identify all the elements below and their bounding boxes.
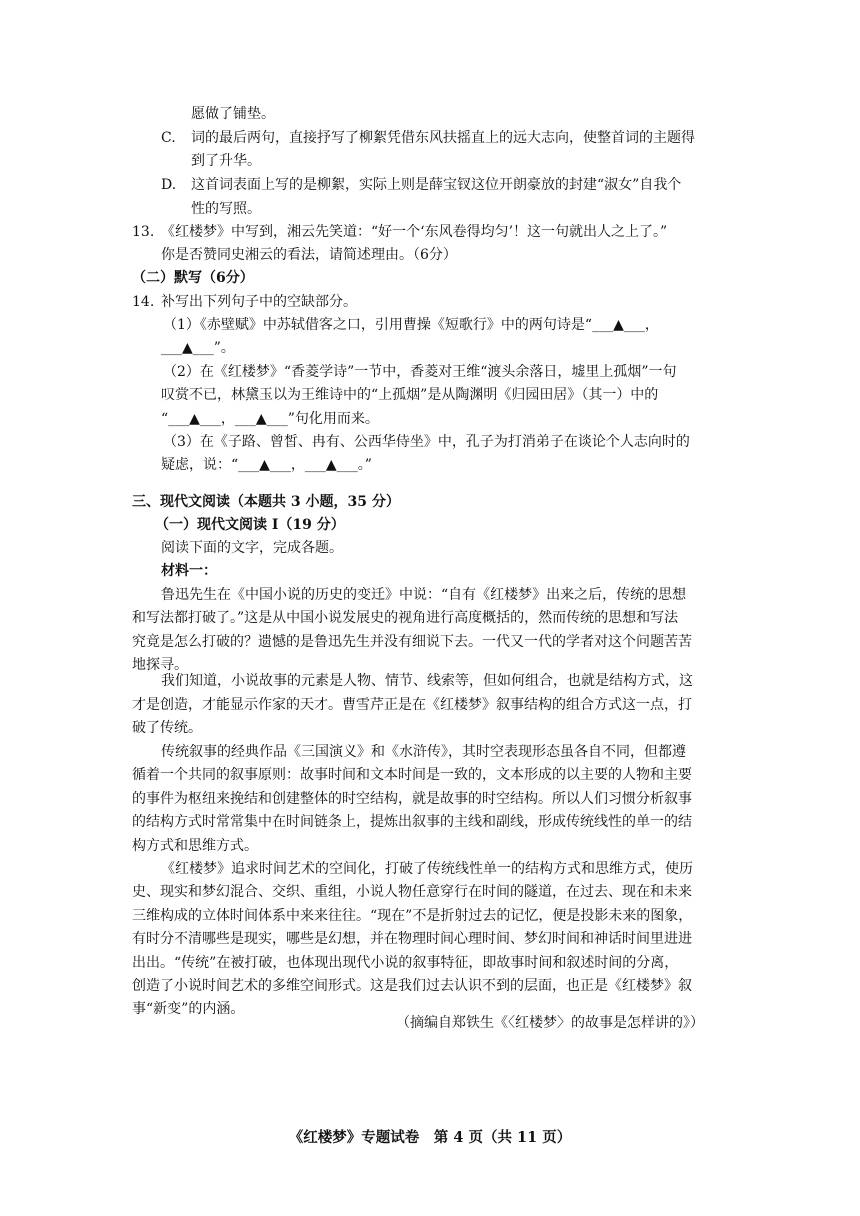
q13-line2: 你是否赞同史湘云的看法，请简述理由。（6分） <box>161 247 457 263</box>
part-3-heading: 三、现代文阅读（本题共 3 小题，35 分） <box>132 494 400 510</box>
para4-line2: 史、现实和梦幻混合、交织、重组，小说人物任意穿行在时间的隧道，在过去、现在和未来 <box>132 884 692 900</box>
option-c-line2: 到了升华。 <box>191 153 261 169</box>
para4-line1: 《红楼梦》追求时间艺术的空间化，打破了传统线性单一的结构方式和思维方式，使历 <box>161 861 693 877</box>
para4-line5: 出出。“传统”在被打破，也体现出现代小说的叙事特征，即故事时间和叙述时间的分离， <box>132 955 679 971</box>
reading-instruction: 阅读下面的文字，完成各题。 <box>161 540 343 556</box>
page-footer: 《红楼梦》专题试卷 第 4 页（共 11 页） <box>288 1129 572 1146</box>
q14-number: 14. <box>132 294 155 310</box>
para3-line2: 循着一个共同的叙事原则：故事时间和文本时间是一致的，文本形成的以主要的人物和主要 <box>132 767 692 783</box>
q14-p2-line3: “___▲___，___▲___”句化用而来。 <box>161 411 379 427</box>
source-citation: （摘编自郑铁生《〈红楼梦〉的故事是怎样讲的》） <box>396 1015 704 1031</box>
option-d-line1: 这首词表面上写的是柳絮，实际上则是薛宝钗这位开朗豪放的封建“淑女”自我个 <box>191 177 682 193</box>
para4-line7: 事“新变”的内涵。 <box>132 1001 245 1017</box>
para1-line4: 地探寻。 <box>132 657 188 673</box>
para4-line3: 三维构成的立体时间体系中来来往往。“现在”不是折射过去的记忆，便是投影未来的图象， <box>132 908 693 924</box>
q14-p3-line1: （3）在《子路、曾皙、冉有、公西华侍坐》中，孔子为打消弟子在谈论个人志向时的 <box>163 434 690 450</box>
option-c-label: C. <box>161 130 176 146</box>
q13-number: 13. <box>132 224 155 240</box>
para1-line3: 究竟是怎么打破的？遗憾的是鲁迅先生并没有细说下去。一代又一代的学者对这个问题苦苦 <box>132 634 692 650</box>
q14-stem: 补写出下列句子中的空缺部分。 <box>161 294 357 310</box>
para3-line5: 构方式和思维方式。 <box>132 838 258 854</box>
q14-p2-line1: （2）在《红楼梦》“香菱学诗”一节中，香菱对王维“渡头余落日，墟里上孤烟”一句 <box>163 364 677 380</box>
option-b-tail: 愿做了铺垫。 <box>191 106 275 122</box>
q14-p3-line2: 疑虑，说：“___▲___，___▲___。” <box>161 457 372 473</box>
para1-line2: 和写法都打破了。”这是从中国小说发展史的视角进行高度概括的，然而传统的思想和写法 <box>132 610 679 626</box>
para3-line3: 的事件为枢纽来挽结和创建整体的时空结构，就是故事的时空结构。所以人们习惯分析叙事 <box>132 791 692 807</box>
option-c-line1: 词的最后两句，直接抒写了柳絮凭借东风扶摇直上的远大志向，使整首词的主题得 <box>191 130 695 146</box>
material-label: 材料一： <box>161 563 217 579</box>
q14-p2-line2: 叹赏不已，林黛玉以为王维诗中的“上孤烟”是从陶渊明《归园田居》（其一）中的 <box>161 387 659 403</box>
option-d-label: D. <box>161 177 177 193</box>
option-d-line2: 性的写照。 <box>191 201 261 217</box>
section-2-heading: （二）默写（6分） <box>132 270 254 286</box>
para2-line1: 我们知道，小说故事的元素是人物、情节、线索等，但如何组合，也就是结构方式，这 <box>161 673 693 689</box>
para3-line4: 的结构方式时常常集中在时间链条上，提炼出叙事的主线和副线，形成传统线性的单一的结 <box>132 814 692 830</box>
para2-line2: 才是创造，才能显示作家的天才。曹雪芹正是在《红楼梦》叙事结构的组合方式这一点，打 <box>132 697 692 713</box>
para2-line3: 破了传统。 <box>132 720 202 736</box>
para4-line6: 创造了小说时间艺术的多维空间形式。这是我们过去认识不到的层面，也正是《红楼梦》叙 <box>132 978 692 994</box>
para4-line4: 有时分不清哪些是现实，哪些是幻想，并在物理时间心理时间、梦幻时间和神话时间里进进 <box>132 931 692 947</box>
q13-line1: 《红楼梦》中写到，湘云先笑道：“好一个‘东风卷得均匀’！这一句就出人之上了。” <box>161 224 668 240</box>
para1-line1: 鲁迅先生在《中国小说的历史的变迁》中说：“自有《红楼梦》出来之后，传统的思想 <box>161 587 687 603</box>
part-3-sub1-heading: （一）现代文阅读 I（19 分） <box>155 517 345 533</box>
q14-p1-line2: ___▲___”。 <box>161 340 235 356</box>
q14-p1-line1: （1）《赤壁赋》中苏轼借客之口，引用曹操《短歌行》中的两句诗是“___▲___， <box>163 317 659 333</box>
para3-line1: 传统叙事的经典作品《三国演义》和《水浒传》，其时空表现形态虽各自不同，但都遵 <box>161 744 686 760</box>
